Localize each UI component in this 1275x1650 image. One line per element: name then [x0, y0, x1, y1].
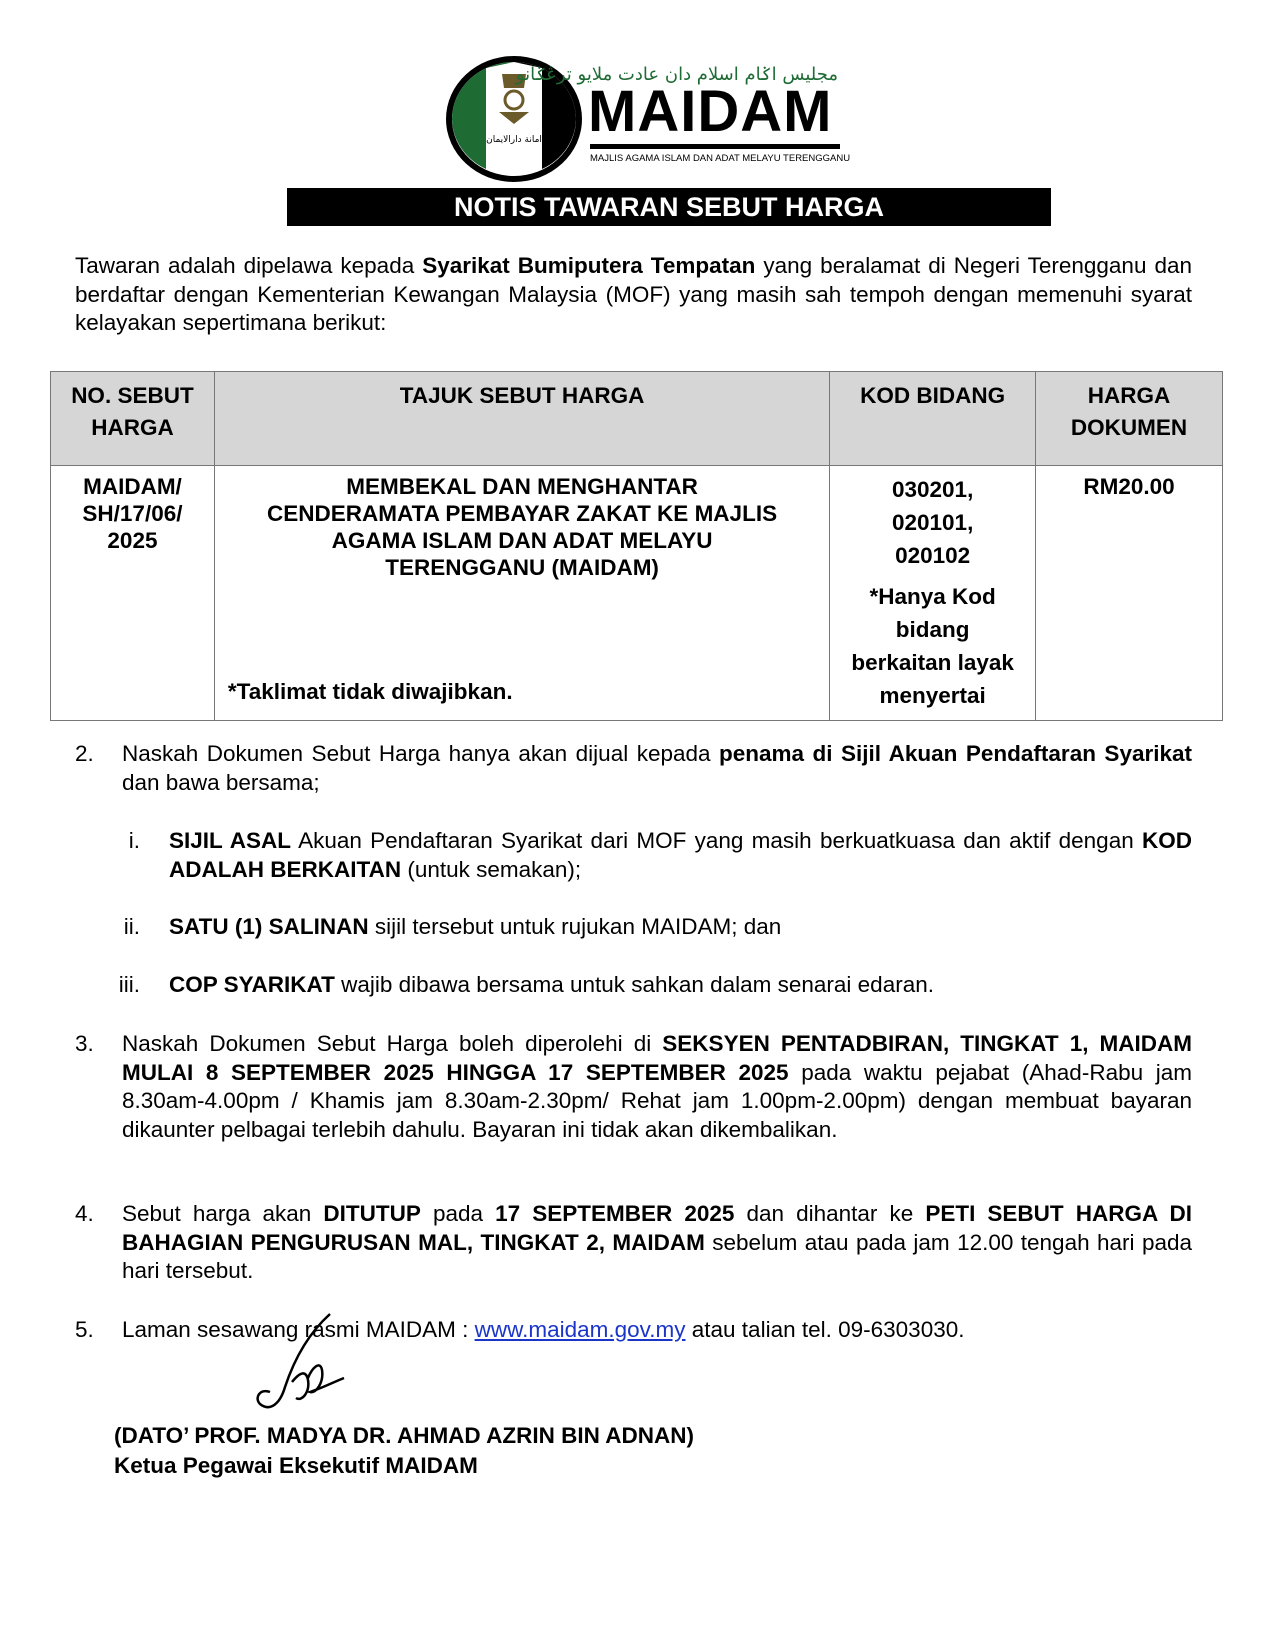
item-5-number: 5. — [75, 1317, 94, 1342]
sub-item-i-text: SIJIL ASAL Akuan Pendaftaran Syarikat dari MOF yang masih berkuatkuasa dan aktif dengan KOD ADALAH BERKAITAN (untuk semakan); — [169, 828, 1192, 882]
item-2-text: Naskah Dokumen Sebut Harga hanya akan dijual kepada penama di Sijil Akuan Pendaftaran Syarikat dan bawa bersama; — [122, 741, 1192, 795]
sub-item-i-number: i. — [128, 828, 140, 853]
cell-title: MEMBEKAL DAN MENGHANTAR CENDERAMATA PEMBAYAR ZAKAT KE MAJLIS AGAMA ISLAM DAN ADAT MELAYU TERENGGANU (MAIDAM) *Taklimat tidak diwajibkan. — [214, 466, 829, 721]
cell-harga: RM20.00 — [1036, 466, 1223, 721]
header-harga: HARGA DOKUMEN — [1036, 372, 1223, 466]
header-no: NO. SEBUT HARGA — [51, 372, 215, 466]
briefing-note: *Taklimat tidak diwajibkan. — [227, 679, 513, 704]
item-3-number: 3. — [75, 1031, 94, 1056]
kod-note: *Hanya Kod bidang berkaitan layak menyertai — [851, 584, 1014, 708]
signatory-title: Ketua Pegawai Eksekutif MAIDAM — [114, 1453, 478, 1478]
header-kod: KOD BIDANG — [830, 372, 1036, 466]
cell-kod: 030201, 020101, 020102 *Hanya Kod bidang berkaitan layak menyertai — [830, 466, 1036, 721]
maidam-logo — [444, 54, 851, 184]
item-3-text: Naskah Dokumen Sebut Harga boleh diperolehi di SEKSYEN PENTADBIRAN, TINGKAT 1, MAIDAM MULAI 8 SEPTEMBER 2025 HINGGA 17 SEPTEMBER 2025 pada waktu pejabat (Ahad-Rabu jam 8.30am-4.00pm / Khamis jam 8.30am-2.30pm/ Rehat jam 1.00pm-2.00pm) dengan membuat bayaran dikaunter pelbagai terlebih dahulu. Bayaran ini tidak akan dikembalikan. — [122, 1031, 1193, 1142]
brand-name: MAIDAM — [588, 79, 833, 144]
sub-item-iii-text: COP SYARIKAT wajib dibawa bersama untuk sahkan dalam senarai edaran. — [169, 972, 934, 997]
brand-rule — [590, 144, 840, 149]
item-4-text: Sebut harga akan DITUTUP pada 17 SEPTEMBER 2025 dan dihantar ke PETI SEBUT HARGA DI BAHAGIAN PENGURUSAN MAL, TINGKAT 2, MAIDAM sebelum atau pada jam 12.00 tengah hari pada hari tersebut. — [122, 1201, 1193, 1283]
item-5-text: Laman sesawang rasmi MAIDAM : www.maidam.gov.my atau talian tel. 09-6303030. — [122, 1317, 965, 1342]
table-row — [51, 466, 1223, 721]
brand-subtitle: MAJLIS AGAMA ISLAM DAN ADAT MELAYU TERENGGANU — [590, 153, 851, 164]
sub-item-iii-number: iii. — [118, 972, 140, 997]
svg-text:امانة دارالايمان: امانة دارالايمان — [486, 135, 542, 145]
quotation-table — [50, 371, 1223, 721]
svg-text:مجليس اݢام اسلام دان عادت ملاي: مجليس اݢام اسلام دان عادت ملايو ترڠݢانو — [515, 64, 838, 85]
signatory-name: (DATO’ PROF. MADYA DR. AHMAD AZRIN BIN ADNAN) — [114, 1423, 694, 1448]
notice-title: NOTIS TAWARAN SEBUT HARGA — [287, 188, 1051, 226]
website-link[interactable]: www.maidam.gov.my — [474, 1317, 686, 1342]
signature-icon — [250, 1312, 360, 1422]
cell-no: MAIDAM/ SH/17/06/ 2025 — [51, 466, 215, 721]
intro-paragraph: Tawaran adalah dipelawa kepada Syarikat Bumiputera Tempatan yang beralamat di Negeri Terengganu dan berdaftar dengan Kementerian Kewangan Malaysia (MOF) yang masih sah tempoh dengan memenuhi syarat kelayakan sepertimana berikut: — [75, 253, 1192, 335]
sub-item-ii-text: SATU (1) SALINAN sijil tersebut untuk rujukan MAIDAM; dan — [169, 914, 782, 939]
header-title: TAJUK SEBUT HARGA — [214, 372, 829, 466]
item-2-number: 2. — [75, 741, 94, 766]
sub-item-ii-number: ii. — [123, 914, 140, 939]
table-header-row — [51, 372, 1223, 466]
item-4-number: 4. — [75, 1201, 94, 1226]
